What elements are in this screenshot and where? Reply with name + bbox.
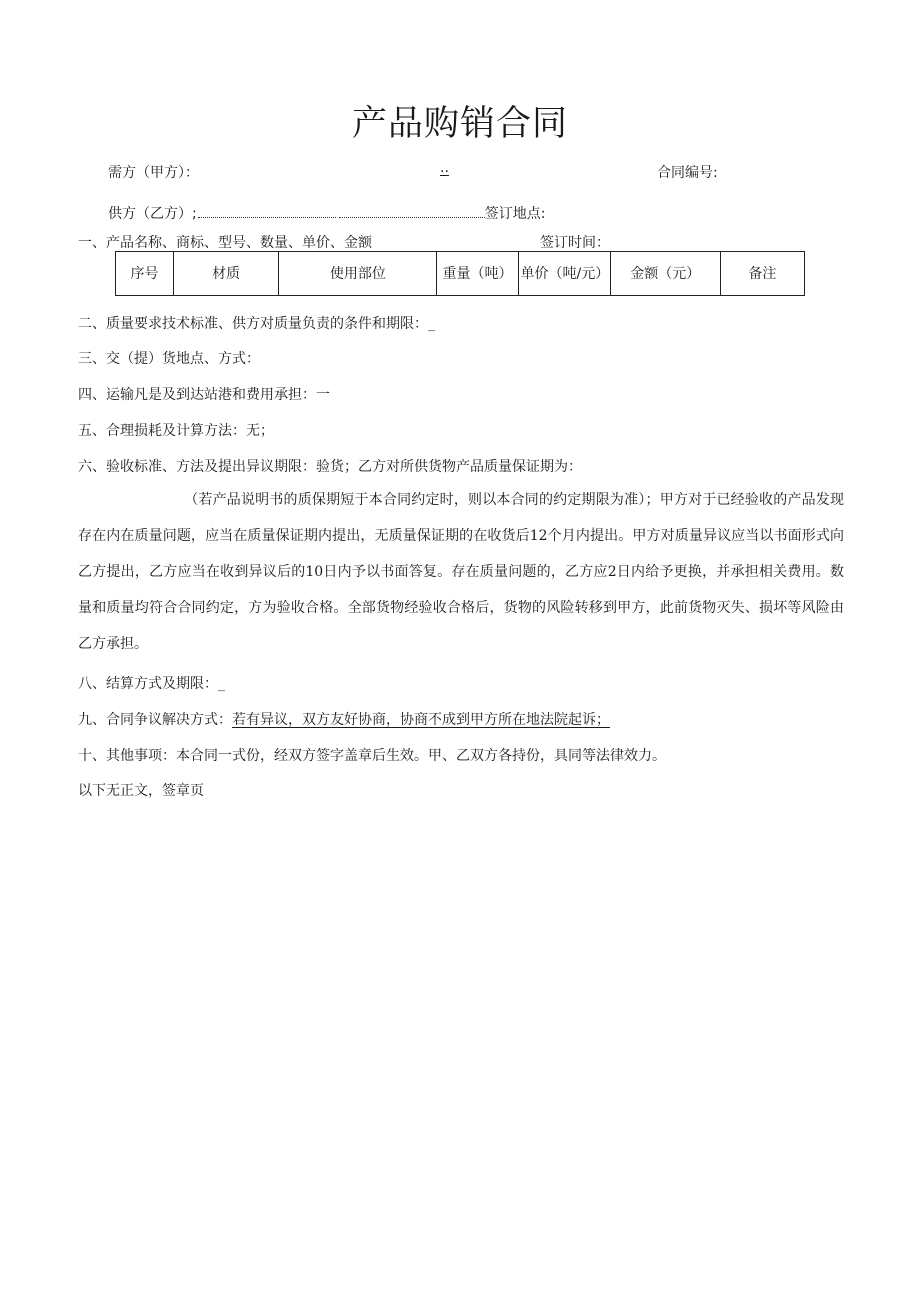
buyer-mark [440, 160, 449, 176]
section-9 [78, 709, 610, 729]
table-header-cell: 使用部位 [279, 252, 437, 296]
end-note: 以下无正文，签章页 [78, 783, 204, 799]
section-2: 二、质量要求技术标准、供方对质量负责的条件和期限：_ [78, 316, 435, 332]
seller-blank [198, 206, 336, 218]
contract-number-label: 合同编号: [657, 165, 718, 181]
seller-label: 供方（乙方）; [108, 206, 197, 222]
sign-place-label: 签订地点: [484, 206, 546, 222]
seller-line [108, 203, 545, 223]
table-header-row [116, 252, 805, 296]
section-9-label: 九、合同争议解决方式： [78, 712, 232, 728]
section-10: 十、其他事项：本合同一式份，经双方签字盖章后生效。甲、乙双方各持份，具同等法律效力。 [78, 748, 666, 764]
table-header-cell: 序号 [116, 252, 174, 296]
section-1: 一、产品名称、商标、型号、数量、单价、金额 [78, 235, 372, 251]
section-4: 四、运输凡是及到达站港和费用承担：一 [78, 387, 330, 403]
product-table [115, 251, 805, 296]
table-header-cell: 材质 [174, 252, 279, 296]
seller-blank-2 [339, 206, 485, 218]
table-header-cell: 单价（吨/元） [518, 252, 610, 296]
sign-time-label: 签订时间： [540, 235, 610, 251]
section-6: 六、验收标准、方法及提出异议期限：验货；乙方对所供货物产品质量保证期为： [78, 459, 582, 475]
section-6-detail [78, 482, 844, 662]
buyer-mark-text: .. [440, 160, 449, 176]
section-9-value: 若有异议，双方友好协商，协商不成到甲方所在地法院起诉； [232, 712, 610, 728]
buyer-label: 需方（甲方）： [108, 165, 199, 181]
table-header-cell: 重量（吨） [437, 252, 518, 296]
section-6-detail-text: （若产品说明书的质保期短于本合同约定时，则以本合同的约定期限为准）；甲方对于已经验收的产品发现存在内在质量问题，应当在质量保证期内提出，无质量保证期的在收货后12个月内提出。甲方对质量异议应当以书面形式向乙方提出，乙方应当在收到异议后的10日内予以书面答复。存在质量问题的，乙方应2日内给予更换，并承担相关费用。数量和质量均符合合同约定，方为验收合格。全部货物经验收合格后，货物的风险转移到甲方，此前货物灭失、损坏等风险由乙方承担。 [78, 492, 844, 652]
section-8: 八、结算方式及期限：_ [78, 676, 225, 692]
section-3: 三、交（提）货地点、方式： [78, 351, 260, 367]
table-header-cell: 备注 [720, 252, 804, 296]
table-header-cell: 金额（元） [610, 252, 720, 296]
section-5: 五、合理损耗及计算方法：无； [78, 423, 274, 439]
contract-title: 产品购销合同 [351, 104, 568, 144]
